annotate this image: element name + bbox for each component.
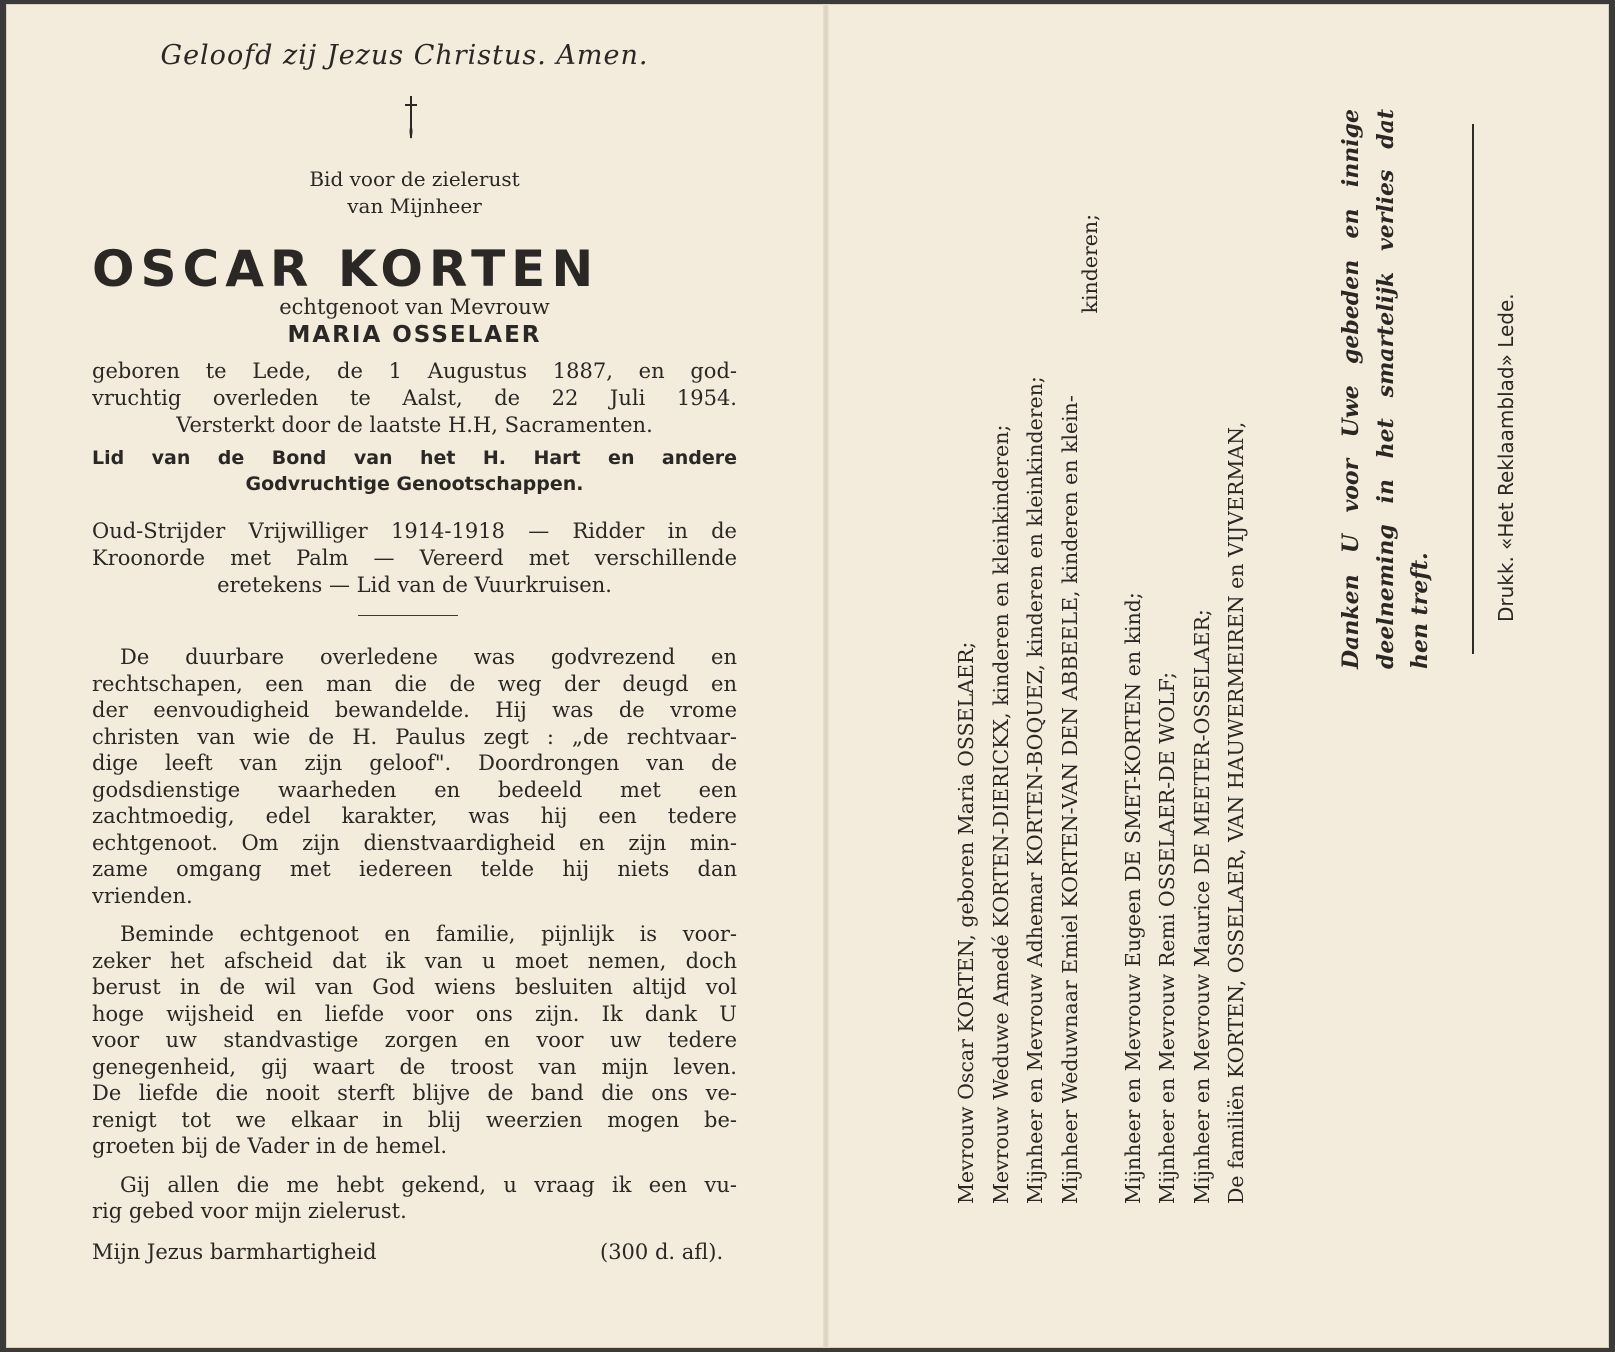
family-line: Mijnheer en Mevrouw Remi OSSELAER-DE WOLF; <box>1155 672 1179 1204</box>
eulogy-line: voor uw standvastige zorgen en voor uw tedere <box>92 1028 737 1052</box>
eulogy-line: groeten bij de Vader in de hemel. <box>92 1134 448 1158</box>
membership-line: Lid van de Bond van het H. Hart en andere <box>92 447 737 469</box>
family-line: Mijnheer en Mevrouw Maurice DE MEETER-OSSELAER; <box>1189 609 1214 1204</box>
family-line: De familiën KORTEN, OSSELAER, VAN HAUWERMEIREN en VIJVERMAN, <box>1224 421 1248 1204</box>
eulogy-line: rig gebed voor mijn zielerust. <box>92 1199 407 1223</box>
indulgence-note: (300 d. afl). <box>600 1240 724 1264</box>
cross-icon <box>404 94 418 140</box>
eulogy-line: berust in de wil van God wiens besluiten altijd vol <box>92 975 737 999</box>
eulogy-line: De duurbare overledene was godvrezend en <box>120 645 737 669</box>
right-panel <box>829 4 1609 1348</box>
eulogy-paragraph-2 <box>92 921 737 1160</box>
spouse-name: MARIA OSSELAER <box>287 322 542 348</box>
divider <box>358 615 458 616</box>
eulogy-line: rechtschapen, een man die de weg der deugd en <box>92 671 737 696</box>
eulogy-line: Gij allen die me hebt gekend, u vraag ik een vu- <box>120 1172 737 1197</box>
eulogy-line: hoge wijsheid en liefde voor ons zijn. Ik dank U <box>92 1001 737 1026</box>
invocation: Geloofd zij Jezus Christus. Amen. <box>160 40 649 71</box>
memorial-card <box>6 4 1609 1348</box>
eulogy-line: der eenvoudigheid bewandelde. Hij was de vrome <box>92 698 737 722</box>
family-line: Mijnheer Weduwnaar Emiel KORTEN-VAN DEN ABBEELE, kinderen en klein- <box>1057 395 1082 1204</box>
thanks-note <box>1334 109 1438 669</box>
printer-divider <box>1472 124 1474 654</box>
eulogy-line: godsdienstige waarheden en bedeeld met een <box>92 777 737 802</box>
biography <box>92 358 737 439</box>
eulogy-line: zame omgang met iedereen telde hij niets dan <box>92 857 737 881</box>
prayer-request <box>6 166 823 220</box>
family-line: Mevrouw Oscar KORTEN, geboren Maria OSSELAER; <box>954 641 978 1204</box>
prayer-request-line: van Mijnheer <box>347 194 482 218</box>
eulogy-line: echtgenoot. Om zijn dienstvaardigheid en zijn min- <box>92 830 737 855</box>
family-line: Mijnheer en Mevrouw Eugeen DE SMET-KORTEN en kind; <box>1120 592 1145 1204</box>
eulogy-line: genegenheid, gij waart de troost van mijn leven. <box>92 1054 737 1079</box>
biography-line: vruchtig overleden te Aalst, de 22 Juli 1954. <box>92 386 737 410</box>
deceased-name: OSCAR KORTEN <box>92 240 600 298</box>
family-list <box>949 124 1254 1204</box>
prayer-request-line: Bid voor de zielerust <box>309 167 520 191</box>
membership <box>92 445 737 497</box>
thanks-line: hen treft. <box>1407 552 1433 669</box>
closing-prayer: Mijn Jezus barmhartigheid <box>92 1240 377 1264</box>
thanks-line: deelneming in het smartelijk verlies dat <box>1372 109 1399 669</box>
eulogy-line: zeker het afscheid dat ik van u moet nemen, doch <box>92 948 737 973</box>
printer-credit: Drukk. «Het Reklaamblad» Lede. <box>1494 293 1518 622</box>
membership-line: Godvruchtige Genootschappen. <box>245 473 584 495</box>
eulogy-line: De liefde die nooit sterft blijve de band die ons ve- <box>92 1081 737 1105</box>
biography-line: geboren te Lede, de 1 Augustus 1887, en god- <box>92 359 737 383</box>
family-line: kinderen; <box>1078 214 1102 314</box>
eulogy-line: christen van wie de H. Paulus zegt : „de rechtvaar- <box>92 724 737 749</box>
eulogy-line: Beminde echtgenoot en familie, pijnlijk is voor- <box>120 922 737 946</box>
eulogy-line: renigt tot we elkaar in blij weerzien mogen be- <box>92 1107 737 1132</box>
honours <box>92 518 737 599</box>
left-panel <box>6 4 823 1348</box>
family-line: Mijnheer en Mevrouw Adhemar KORTEN-BOQUEZ, kinderen en kleinkinderen; <box>1023 376 1047 1204</box>
biography-line: Versterkt door de laatste H.H, Sacramenten. <box>176 413 653 437</box>
thanks-line: Danken U voor Uwe gebeden en innige <box>1338 109 1364 669</box>
eulogy-paragraph-3 <box>92 1172 737 1225</box>
honours-line: eretekens — Lid van de Vuurkruisen. <box>217 573 612 597</box>
honours-line: Kroonorde met Palm — Vereerd met verschillende <box>92 546 737 570</box>
spouse-label: echtgenoot van Mevrouw <box>279 295 550 319</box>
family-line: Mevrouw Weduwe Amedé KORTEN-DIERICKX, kinderen en kleinkinderen; <box>988 424 1013 1204</box>
eulogy-line: vrienden. <box>92 883 193 908</box>
eulogy <box>92 644 737 1225</box>
eulogy-line: dige leeft van zijn geloof". Doordrongen van de <box>92 751 737 775</box>
eulogy-paragraph-1 <box>92 644 737 909</box>
honours-line: Oud-Strijder Vrijwilliger 1914-1918 — Ridder in de <box>92 519 737 543</box>
eulogy-line: zachtmoedig, edel karakter, was hij een tedere <box>92 804 737 828</box>
